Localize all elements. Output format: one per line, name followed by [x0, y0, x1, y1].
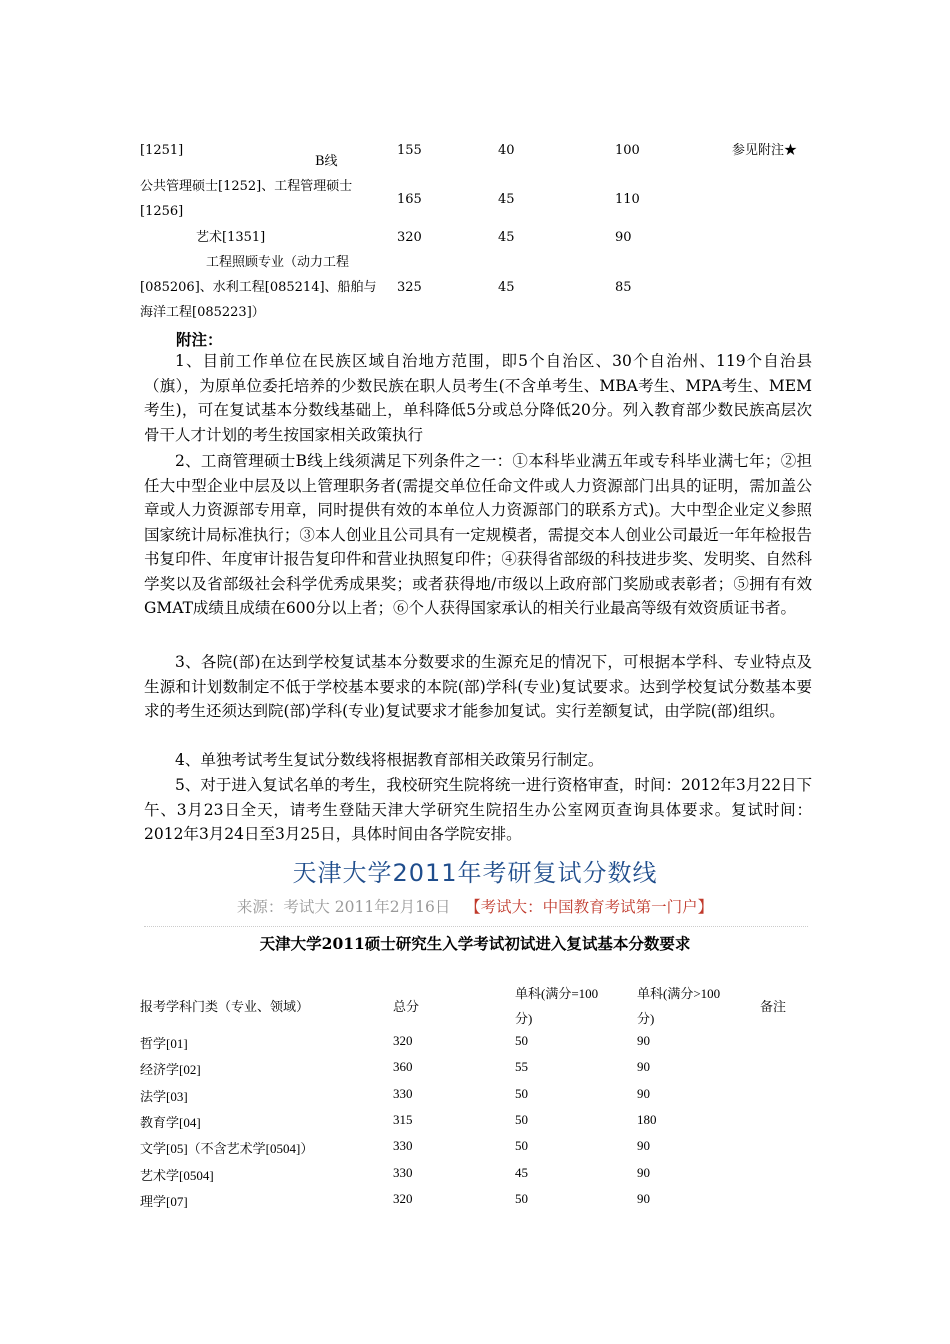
cell-single-gt100: 90 — [637, 1190, 650, 1206]
header-subject: 报考学科门类（专业、领域） — [140, 999, 310, 1014]
cell-subject: [1251] — [140, 143, 184, 158]
cell-single-gt100: 100 — [615, 143, 640, 158]
cell-single-gt100: 85 — [615, 280, 632, 295]
cell-single-100: 50 — [515, 1111, 528, 1127]
cell-single-100: 50 — [515, 1085, 528, 1101]
cell-subject: 哲学[01] — [140, 1036, 188, 1051]
cell-subject: 理学[07] — [140, 1193, 188, 1209]
note-paragraph-1: 1、目前工作单位在民族区域自治地方范围，即5个自治区、30个自治州、119个自治县（旗），为原单位委托培养的少数民族在职人员考生(不含单考生、MBA考生、MPA考生、MEM考生)，可在复试基本分数线基础上，单科降低5分或总分降低20分。列入教育部少数民族高层次骨干人才计划的考生按国家相关政策执行 — [144, 352, 812, 444]
header-single-gt100-unit: 分) — [637, 1011, 655, 1026]
note-paragraph-5: 5、对于进入复试名单的考生，我校研究生院将统一进行资格审查，时间：2012年3月22日下午、3月23日全天，请考生登陆天津大学研究生院招生办公室网页查询具体要求。复试时间：2012年3月24日至3月25日，具体时间由各学院安排。 — [144, 776, 812, 843]
article-title: 天津大学2011年考研复试分数线 — [292, 859, 658, 887]
cell-total: 320 — [393, 1033, 413, 1048]
note-paragraph-3: 3、各院(部)在达到学校复试基本分数要求的生源充足的情况下，可根据本学科、专业特点及生源和计划数制定不低于学校基本要求的本院(部)学科(专业)复试要求。达到学校复试分数基本要求的考生还须达到院(部)学科(专业)复试要求才能参加复试。实行差额复试，由学院(部)组织。 — [144, 653, 812, 720]
source-date: 来源：考试大 2011年2月16日 — [236, 898, 451, 916]
cell-subject: 经济学[02] — [140, 1062, 201, 1078]
note-paragraph-4: 4、单独考试考生复试分数线将根据教育部相关政策另行制定。 — [175, 751, 604, 769]
cell-subject: 教育学[04] — [140, 1114, 201, 1130]
cell-single-100: 45 — [515, 1164, 528, 1180]
cell-total: 320 — [397, 230, 422, 245]
cell-total: 330 — [393, 1138, 413, 1154]
cell-total: 330 — [393, 1164, 413, 1180]
cell-note: 参见附注★ — [732, 143, 798, 158]
notes-heading: 附注： — [176, 330, 223, 349]
header-single-100: 单科(满分=100 — [515, 986, 599, 1001]
note-paragraph-2: 2、工商管理硕士B线上线须满足下列条件之一：①本科毕业满五年或专科毕业满七年；②担任大中型企业中层及以上管理职务者(需提交单位任命文件或人力资源部门出具的证明，需加盖公章或人力资源部专用章，同时提供有效的本单位人力资源部门的联系方式)。大中型企业定义参照国家统计局标准执行；③本人创业且公司具有一定规模者，需提交本人创业公司最近一年年检报告书复印件、年度审计报告复印件和营业执照复印件；④获得省部级的科技进步奖、发明奖、自然科学奖以及省部级社会科学优秀成果奖；或者获得地/市级以上政府部门奖励或表彰者；⑤拥有有效GMAT成绩且成绩在600分以上者；⑥个人获得国家承认的相关行业最高等级有效资质证书者。 — [144, 452, 812, 617]
source-brand-link[interactable]: 【考试大：中国教育考试第一门户】 — [465, 898, 714, 916]
divider — [144, 926, 808, 927]
cell-subject: 艺术[1351] — [196, 230, 266, 245]
cell-single-gt100: 90 — [637, 1033, 650, 1048]
header-note: 备注 — [760, 999, 787, 1014]
cell-single-100: 40 — [498, 143, 515, 158]
cell-subject-line: [1256] — [140, 204, 184, 219]
cell-subject-line: 海洋工程[085223]） — [140, 305, 265, 320]
cell-single-gt100: 90 — [637, 1164, 650, 1180]
cell-subject: 艺术学[0504] — [140, 1167, 214, 1183]
article-source — [0, 895, 950, 917]
cell-single-gt100: 90 — [637, 1059, 650, 1075]
cell-single-gt100: 90 — [615, 230, 632, 245]
cell-subject: 工程照顾专业（动力工程 — [206, 255, 350, 270]
cell-subject-line: [085206]、水利工程[085214]、船舶与 — [140, 280, 377, 295]
cell-total: 165 — [397, 192, 422, 207]
header-single-gt100: 单科(满分>100 — [637, 986, 721, 1001]
header-single-100-unit: 分) — [515, 1011, 533, 1026]
cell-single-100: 45 — [498, 230, 515, 245]
cell-subject-line: B线 — [315, 154, 338, 169]
cell-single-100: 55 — [515, 1059, 528, 1075]
cell-single-gt100: 90 — [637, 1085, 650, 1101]
header-total: 总分 — [393, 999, 420, 1014]
cell-total: 320 — [393, 1190, 413, 1206]
cell-subject: 法学[03] — [140, 1088, 188, 1104]
cell-total: 315 — [393, 1111, 413, 1127]
cell-total: 155 — [397, 143, 422, 158]
cell-single-100: 45 — [498, 280, 515, 295]
cell-single-100: 50 — [515, 1190, 528, 1206]
cell-total: 330 — [393, 1085, 413, 1101]
cell-single-gt100: 110 — [615, 192, 640, 207]
cell-single-100: 50 — [515, 1138, 528, 1154]
cell-single-gt100: 180 — [637, 1111, 657, 1127]
cell-single-gt100: 90 — [637, 1138, 650, 1154]
article-subtitle: 天津大学2011硕士研究生入学考试初试进入复试基本分数要求 — [259, 934, 691, 953]
cell-total: 325 — [397, 280, 422, 295]
cell-subject: 文学[05]（不含艺术学[0504]） — [140, 1141, 314, 1157]
cell-total: 360 — [393, 1059, 413, 1075]
cell-single-100: 50 — [515, 1033, 528, 1048]
cell-single-100: 45 — [498, 192, 515, 207]
cell-subject: 公共管理硕士[1252]、工程管理硕士 — [140, 179, 353, 194]
